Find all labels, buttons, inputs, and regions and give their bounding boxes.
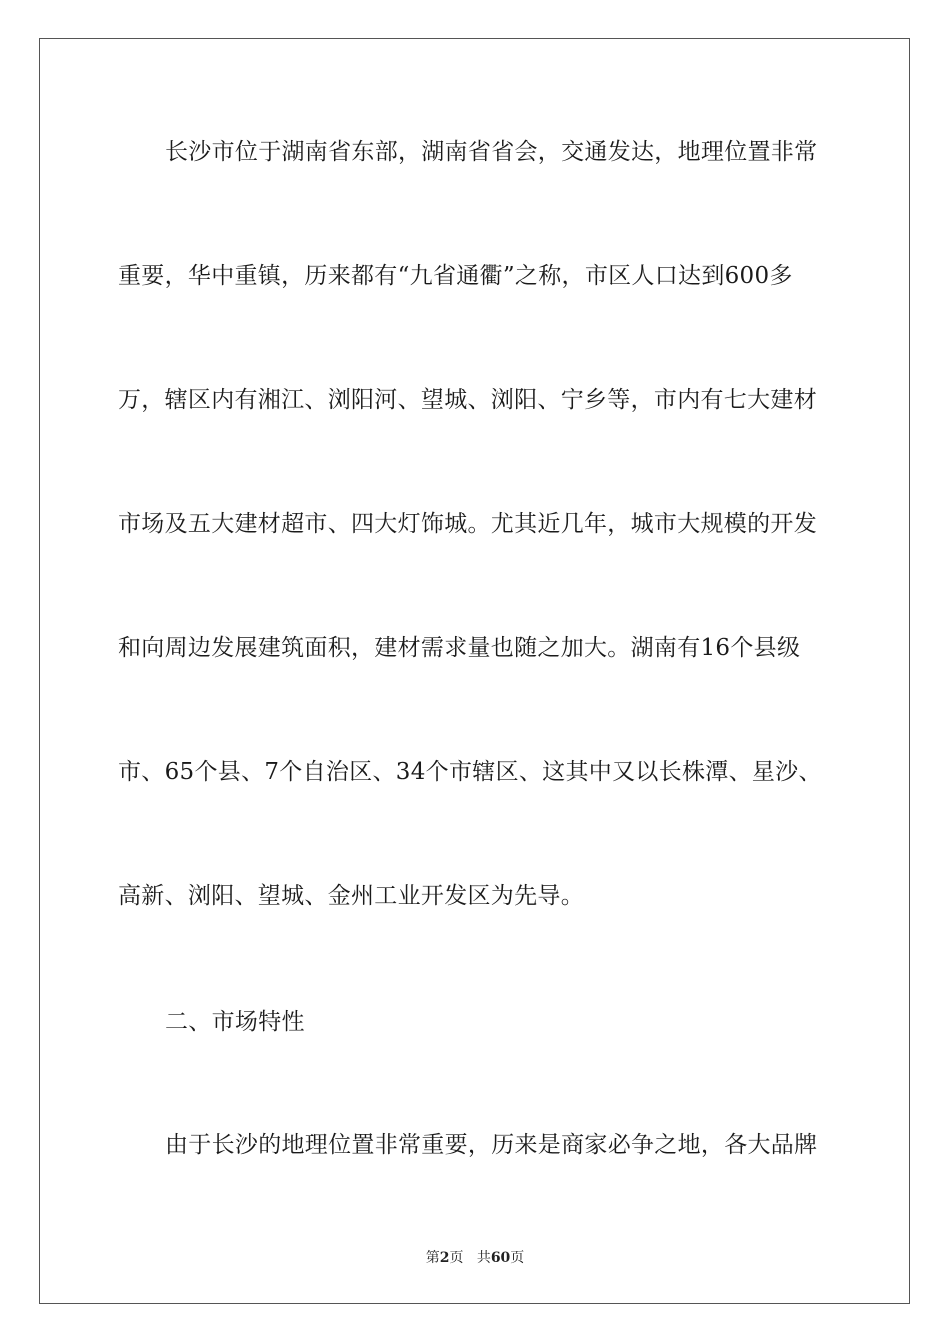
paragraph-line: 和向周边发展建筑面积，建材需求量也随之加大。湖南有16个县级 <box>118 635 801 661</box>
page-footer <box>0 1249 950 1267</box>
paragraph-line: 高新、浏阳、望城、金州工业开发区为先导。 <box>118 883 584 909</box>
footer-page-suffix: 页 <box>449 1250 464 1266</box>
page-border <box>39 38 910 1304</box>
footer-total-pages: 60 <box>490 1250 511 1266</box>
footer-page-prefix: 第 <box>425 1250 440 1266</box>
footer-total-prefix: 共 <box>476 1250 491 1266</box>
paragraph-line: 重要，华中重镇，历来都有“九省通衢”之称，市区人口达到600多 <box>118 263 793 289</box>
paragraph-line: 由于长沙的地理位置非常重要，历来是商家必争之地，各大品牌 <box>165 1132 818 1158</box>
paragraph-line: 万，辖区内有湘江、浏阳河、望城、浏阳、宁乡等，市内有七大建材 <box>118 387 817 413</box>
paragraph-line: 市、65个县、7个自治区、34个市辖区、这其中又以长株潭、星沙、 <box>118 759 822 785</box>
footer-total-suffix: 页 <box>510 1250 525 1266</box>
paragraph-line: 长沙市位于湖南省东部，湖南省省会，交通发达，地理位置非常 <box>165 139 818 165</box>
paragraph-line: 市场及五大建材超市、四大灯饰城。尤其近几年，城市大规模的开发 <box>118 511 817 537</box>
footer-page-number: 2 <box>439 1250 450 1266</box>
section-heading: 二、市场特性 <box>165 1009 305 1035</box>
